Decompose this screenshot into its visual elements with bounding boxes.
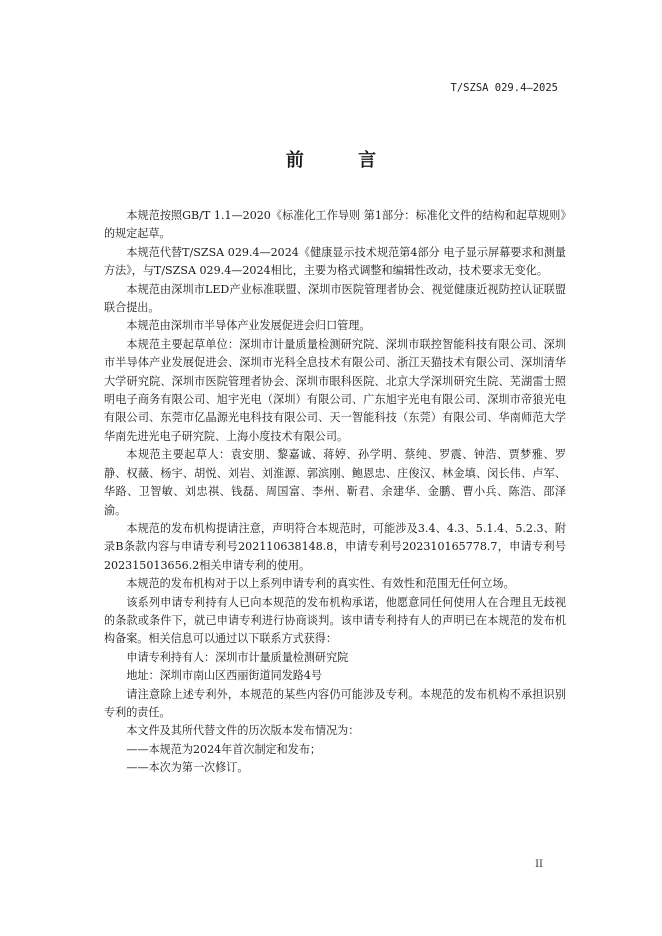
paragraph-replaces: 本规范代替T/SZSA 029.4—2024《健康显示技术规范第4部分 电子显示屏幕要求和测量方法》，与T/SZSA 029.4—2024相比，主要为格式调整和编辑性改动，技术要求无变化。 — [104, 245, 566, 278]
paragraph-version-history: 本文件及其所代替文件的历次版本发布情况为： — [126, 724, 360, 738]
paragraph-patent-position: 本规范的发布机构对于以上系列申请专利的真实性、有效性和范围无任何立场。 — [126, 577, 515, 591]
page-number: II — [535, 859, 543, 870]
paragraph-first-release: ——本规范为2024年首次制定和发布； — [126, 742, 322, 756]
paragraph-proposed-by: 本规范由深圳市LED产业标准联盟、深圳市医院管理者协会、视觉健康近视防控认证联盟联合提出。 — [104, 282, 566, 315]
paragraph-patent-notice: 本规范的发布机构提请注意，声明符合本规范时，可能涉及3.4、4.3、5.1.4、5.2.3、附录B条款内容与申请专利号202110638148.8，申请专利号202310165778.7，申请专利号202315013656.2相关申请专利的使用。 — [104, 521, 566, 572]
document-code: T/SZSA 029.4—2025 — [450, 82, 558, 94]
paragraph-drafting-rules: 本规范按照GB/T 1.1—2020《标准化工作导则 第1部分：标准化文件的结构和起草规则》的规定起草。 — [104, 209, 566, 241]
paragraph-drafters: 本规范主要起草人：袁安朋、黎嘉诚、蒋婷、孙学明、蔡纯、罗震、钟浩、贾梦雅、罗静、权薇、杨宇、胡悦、刘岩、刘淮源、郭滨刚、鲍恩忠、庄俊汉、林金填、闵长伟、卢军、华路、卫智敏、刘忠祺、钱磊、周国富、李州、靳君、余建华、金鹏、曹小兵、陈浩、邵泽渝。 — [104, 448, 566, 517]
paragraph-address: 地址：深圳市南山区西丽街道同发路4号 — [126, 669, 323, 683]
paragraph-patent-commitment: 该系列申请专利持有人已向本规范的发布机构承诺，他愿意同任何使用人在合理且无歧视的条款或条件下，就已申请专利进行协商谈判。该申请专利持有人的声明已在本规范的发布机构备案。相关信息可以通过以下联系方式获得： — [104, 595, 566, 646]
paragraph-revision: ——本次为第一次修订。 — [126, 761, 249, 775]
paragraph-managed-by: 本规范由深圳市半导体产业发展促进会归口管理。 — [126, 319, 371, 333]
section-title: 前 言 — [285, 150, 401, 171]
foreword-body — [104, 207, 566, 778]
paragraph-patent-holder: 申请专利持有人：深圳市计量质量检测研究院 — [126, 650, 349, 664]
paragraph-other-patents: 请注意除上述专利外，本规范的某些内容仍可能涉及专利。本规范的发布机构不承担识别专利的责任。 — [104, 687, 566, 719]
paragraph-drafting-units: 本规范主要起草单位：深圳市计量质量检测研究院、深圳市联控智能科技有限公司、深圳市半导体产业发展促进会、深圳市光科全息技术有限公司、浙江天猫技术有限公司、深圳清华大学研究院、深圳市医院管理者协会、深圳市眼科医院、北京大学深圳研究生院、芜湖雷士照明电子商务有限公司、旭宇光电（深圳）有限公司、广东旭宇光电有限公司、深圳市帝狼光电有限公司、东莞市亿晶源光电科技有限公司、天一智能科技（东莞）有限公司、华南师范大学华南先进光电子研究院、上海小度技术有限公司。 — [104, 337, 566, 443]
